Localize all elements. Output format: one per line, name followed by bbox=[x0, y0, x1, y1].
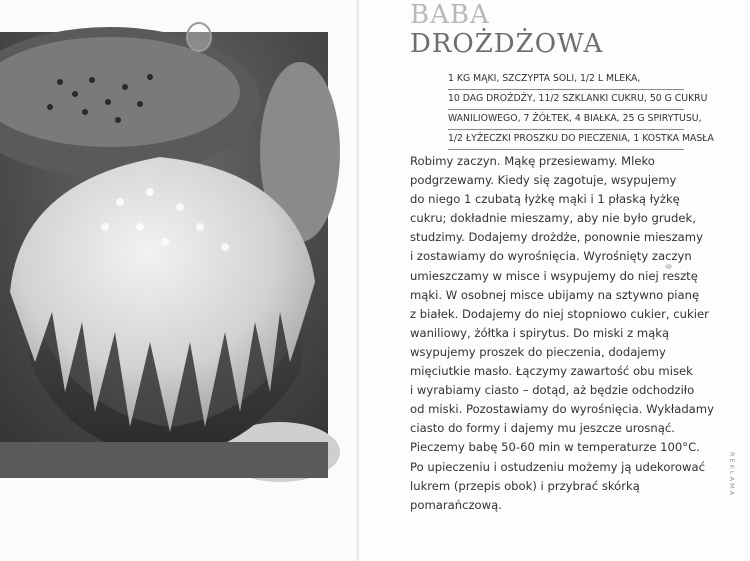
recipe-line: ciasto do formy i dajemy mu jeszcze urosnąć. bbox=[410, 421, 675, 436]
recipe-line: i zostawiamy do wyrośnięcia. Wyrośnięty zaczyn bbox=[410, 249, 692, 264]
title-line-2: DROŻDŻOWA bbox=[410, 29, 604, 59]
recipe-title bbox=[410, 2, 730, 57]
recipe-line: wsypujemy proszek do pieczenia, dodajemy bbox=[410, 344, 666, 359]
recipe-line: studzimy. Dodajemy drożdże, ponownie mieszamy bbox=[410, 230, 703, 245]
ingredient-line: 1/2 ŁYŻECZKI PROSZKU DO PIECZENIA, 1 KOSTKA MASŁA bbox=[448, 130, 684, 150]
recipe-line: od miski. Pozostawiamy do wyrośnięcia. Wykładamy bbox=[410, 402, 714, 417]
recipe-line: i wyrabiamy ciasto – dotąd, aż będzie odchodziło bbox=[410, 383, 695, 398]
recipe-line: mąki. W osobnej misce ubijamy na sztywno pianę bbox=[410, 287, 700, 302]
ingredient-line: 10 DAG DROŻDŻY, 11/2 SZKLANKI CUKRU, 50 G CUKRU bbox=[448, 90, 684, 110]
ingredients-list bbox=[448, 70, 714, 150]
ingredient-line: WANILIOWEGO, 7 ŻÓŁTEK, 4 BIAŁKA, 25 G SPIRYTUSU, bbox=[448, 110, 684, 130]
recipe-line: pomarańczową. bbox=[410, 497, 502, 512]
page-fold bbox=[357, 0, 359, 561]
recipe-line: lukrem (przepis obok) i przybrać skórką bbox=[410, 478, 640, 493]
recipe-line: waniliowy, żółtka i spirytus. Do miski z mąką bbox=[410, 325, 670, 340]
recipe-instructions bbox=[410, 152, 714, 515]
recipe-line: z białek. Dodajemy do niej stopniowo cukier, cukier bbox=[410, 306, 709, 321]
title-line-1: BABA bbox=[410, 0, 490, 30]
recipe-line: mięciutkie masło. Łączymy zawartość obu misek bbox=[410, 364, 693, 379]
advertisement-label: REKLAMA bbox=[728, 452, 736, 498]
photo-page bbox=[0, 0, 358, 561]
cake-photo-illustration bbox=[0, 32, 328, 478]
recipe-line: Robimy zaczyn. Mąkę przesiewamy. Mleko bbox=[410, 154, 655, 168]
pin-hole-icon bbox=[186, 22, 212, 52]
ingredient-line: 1 KG MĄKI, SZCZYPTA SOLI, 1/2 L MLEKA, bbox=[448, 70, 684, 90]
recipe-line: podgrzewamy. Kiedy się zagotuje, wsypujemy bbox=[410, 173, 677, 188]
cake-photo bbox=[0, 32, 328, 478]
recipe-line: Pieczemy babę 50-60 min w temperaturze 100°C. bbox=[410, 440, 700, 455]
recipe-line: cukru; dokładnie mieszamy, aby nie było grudek, bbox=[410, 211, 696, 226]
recipe-line: do niego 1 czubatą łyżkę mąki i 1 płaską łyżkę bbox=[410, 192, 680, 207]
paper-speck bbox=[665, 264, 672, 269]
recipe-line: umieszczamy w misce i wsypujemy do niej resztę bbox=[410, 268, 698, 283]
recipe-line: Po upieczeniu i ostudzeniu możemy ją udekorować bbox=[410, 459, 705, 474]
